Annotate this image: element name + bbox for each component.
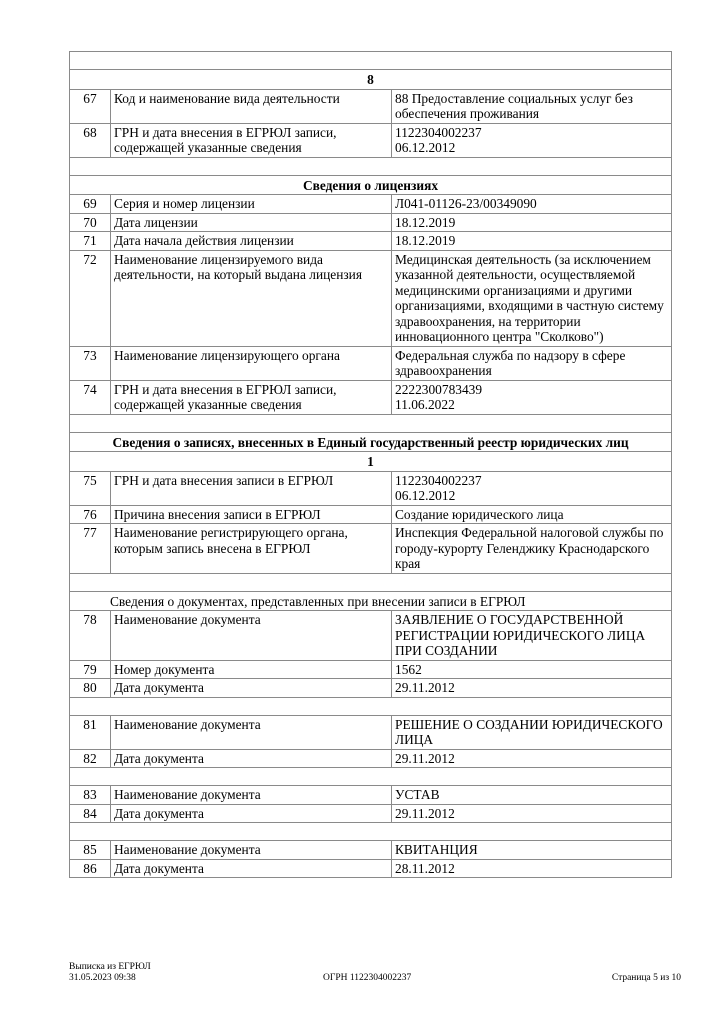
- extract-page: [69, 51, 671, 878]
- field-value: 29.11.2012: [392, 804, 672, 823]
- field-value: Инспекция Федеральной налоговой службы по городу-курорту Геленджику Краснодарского края: [392, 524, 672, 574]
- table-row: [70, 89, 672, 123]
- table-row: [70, 660, 672, 679]
- field-value: Федеральная служба по надзору в сфере здравоохранения: [392, 346, 672, 380]
- table-row: [70, 123, 672, 157]
- spacer-row: [70, 52, 672, 70]
- row-number: 84: [70, 804, 111, 823]
- field-value: ЗАЯВЛЕНИЕ О ГОСУДАРСТВЕННОЙ РЕГИСТРАЦИИ ЮРИДИЧЕСКОГО ЛИЦА ПРИ СОЗДАНИИ: [392, 611, 672, 661]
- footer-doc-name: Выписка из ЕГРЮЛ: [69, 962, 151, 972]
- footer-page-number: Страница 5 из 10: [611, 973, 681, 983]
- field-value: 18.12.2019: [392, 213, 672, 232]
- row-number: 69: [70, 195, 111, 214]
- field-label: Наименование документа: [111, 611, 392, 661]
- field-label: Серия и номер лицензии: [111, 195, 392, 214]
- field-value: Создание юридического лица: [392, 505, 672, 524]
- table-row: [70, 380, 672, 414]
- table-row: [70, 859, 672, 878]
- table-row: [70, 804, 672, 823]
- table-row: [70, 749, 672, 768]
- field-value: 18.12.2019: [392, 232, 672, 251]
- field-value: РЕШЕНИЕ О СОЗДАНИИ ЮРИДИЧЕСКОГО ЛИЦА: [392, 715, 672, 749]
- row-number: 86: [70, 859, 111, 878]
- field-value: 28.11.2012: [392, 859, 672, 878]
- field-value: 2222300783439 11.06.2022: [392, 380, 672, 414]
- field-label: Причина внесения записи в ЕГРЮЛ: [111, 505, 392, 524]
- row-number: 77: [70, 524, 111, 574]
- table-row: [70, 715, 672, 749]
- table-row: [70, 195, 672, 214]
- table-row: [70, 505, 672, 524]
- section-header: [70, 432, 672, 452]
- footer-datetime: 31.05.2023 09:38: [69, 973, 136, 983]
- section-header: [70, 452, 672, 472]
- record-number: 1: [70, 452, 672, 472]
- section-header: [70, 70, 672, 90]
- field-label: Наименование лицензирующего органа: [111, 346, 392, 380]
- row-number: 79: [70, 660, 111, 679]
- field-value: 1122304002237 06.12.2012: [392, 471, 672, 505]
- licenses-title: Сведения о лицензиях: [70, 175, 672, 195]
- field-label: Дата начала действия лицензии: [111, 232, 392, 251]
- row-number: 71: [70, 232, 111, 251]
- field-value: 29.11.2012: [392, 749, 672, 768]
- table-row: [70, 250, 672, 346]
- section-8-title: 8: [70, 70, 672, 90]
- row-number: 68: [70, 123, 111, 157]
- field-label: ГРН и дата внесения в ЕГРЮЛ записи, содержащей указанные сведения: [111, 123, 392, 157]
- table-row: [70, 679, 672, 698]
- records-title: Сведения о записях, внесенных в Единый государственный реестр юридических лиц: [70, 432, 672, 452]
- spacer-row: [70, 768, 672, 786]
- row-number: 73: [70, 346, 111, 380]
- spacer-row: [70, 573, 672, 591]
- field-label: ГРН и дата внесения в ЕГРЮЛ записи, содержащей указанные сведения: [111, 380, 392, 414]
- row-number: 67: [70, 89, 111, 123]
- field-label: Наименование лицензируемого вида деятельности, на который выдана лицензия: [111, 250, 392, 346]
- spacer-row: [70, 823, 672, 841]
- field-label: Дата документа: [111, 749, 392, 768]
- table-row: [70, 232, 672, 251]
- row-number: 75: [70, 471, 111, 505]
- egrul-table: [69, 51, 672, 878]
- spacer-row: [70, 157, 672, 175]
- field-value: КВИТАНЦИЯ: [392, 841, 672, 860]
- spacer-row: [70, 414, 672, 432]
- footer-ogrn: ОГРН 1122304002237: [323, 973, 412, 983]
- row-number: 82: [70, 749, 111, 768]
- field-label: Наименование регистрирующего органа, которым запись внесена в ЕГРЮЛ: [111, 524, 392, 574]
- field-value: 29.11.2012: [392, 679, 672, 698]
- field-value: 88 Предоставление социальных услуг без обеспечения проживания: [392, 89, 672, 123]
- row-number: 80: [70, 679, 111, 698]
- row-number: 76: [70, 505, 111, 524]
- field-label: Дата лицензии: [111, 213, 392, 232]
- row-number: 74: [70, 380, 111, 414]
- documents-title: Сведения о документах, представленных при внесении записи в ЕГРЮЛ: [70, 591, 672, 611]
- field-label: Дата документа: [111, 859, 392, 878]
- table-row: [70, 346, 672, 380]
- table-row: [70, 213, 672, 232]
- field-value: Л041-01126-23/00349090: [392, 195, 672, 214]
- field-value: 1122304002237 06.12.2012: [392, 123, 672, 157]
- field-value: 1562: [392, 660, 672, 679]
- row-number: 72: [70, 250, 111, 346]
- section-header: [70, 175, 672, 195]
- field-value: УСТАВ: [392, 786, 672, 805]
- section-header: [70, 591, 672, 611]
- field-value: Медицинская деятельность (за исключением указанной деятельности, осуществляемой медицинскими организациями и другими организациями, входящими в частную систему здравоохранения, на территории инновационного центра "Сколково"): [392, 250, 672, 346]
- field-label: Дата документа: [111, 679, 392, 698]
- row-number: 78: [70, 611, 111, 661]
- spacer-row: [70, 697, 672, 715]
- table-row: [70, 786, 672, 805]
- field-label: Код и наименование вида деятельности: [111, 89, 392, 123]
- table-row: [70, 611, 672, 661]
- field-label: Наименование документа: [111, 786, 392, 805]
- table-row: [70, 841, 672, 860]
- table-row: [70, 524, 672, 574]
- row-number: 70: [70, 213, 111, 232]
- table-row: [70, 471, 672, 505]
- field-label: Дата документа: [111, 804, 392, 823]
- field-label: ГРН и дата внесения записи в ЕГРЮЛ: [111, 471, 392, 505]
- field-label: Наименование документа: [111, 715, 392, 749]
- row-number: 81: [70, 715, 111, 749]
- field-label: Наименование документа: [111, 841, 392, 860]
- footer-left: [69, 962, 151, 984]
- field-label: Номер документа: [111, 660, 392, 679]
- row-number: 83: [70, 786, 111, 805]
- row-number: 85: [70, 841, 111, 860]
